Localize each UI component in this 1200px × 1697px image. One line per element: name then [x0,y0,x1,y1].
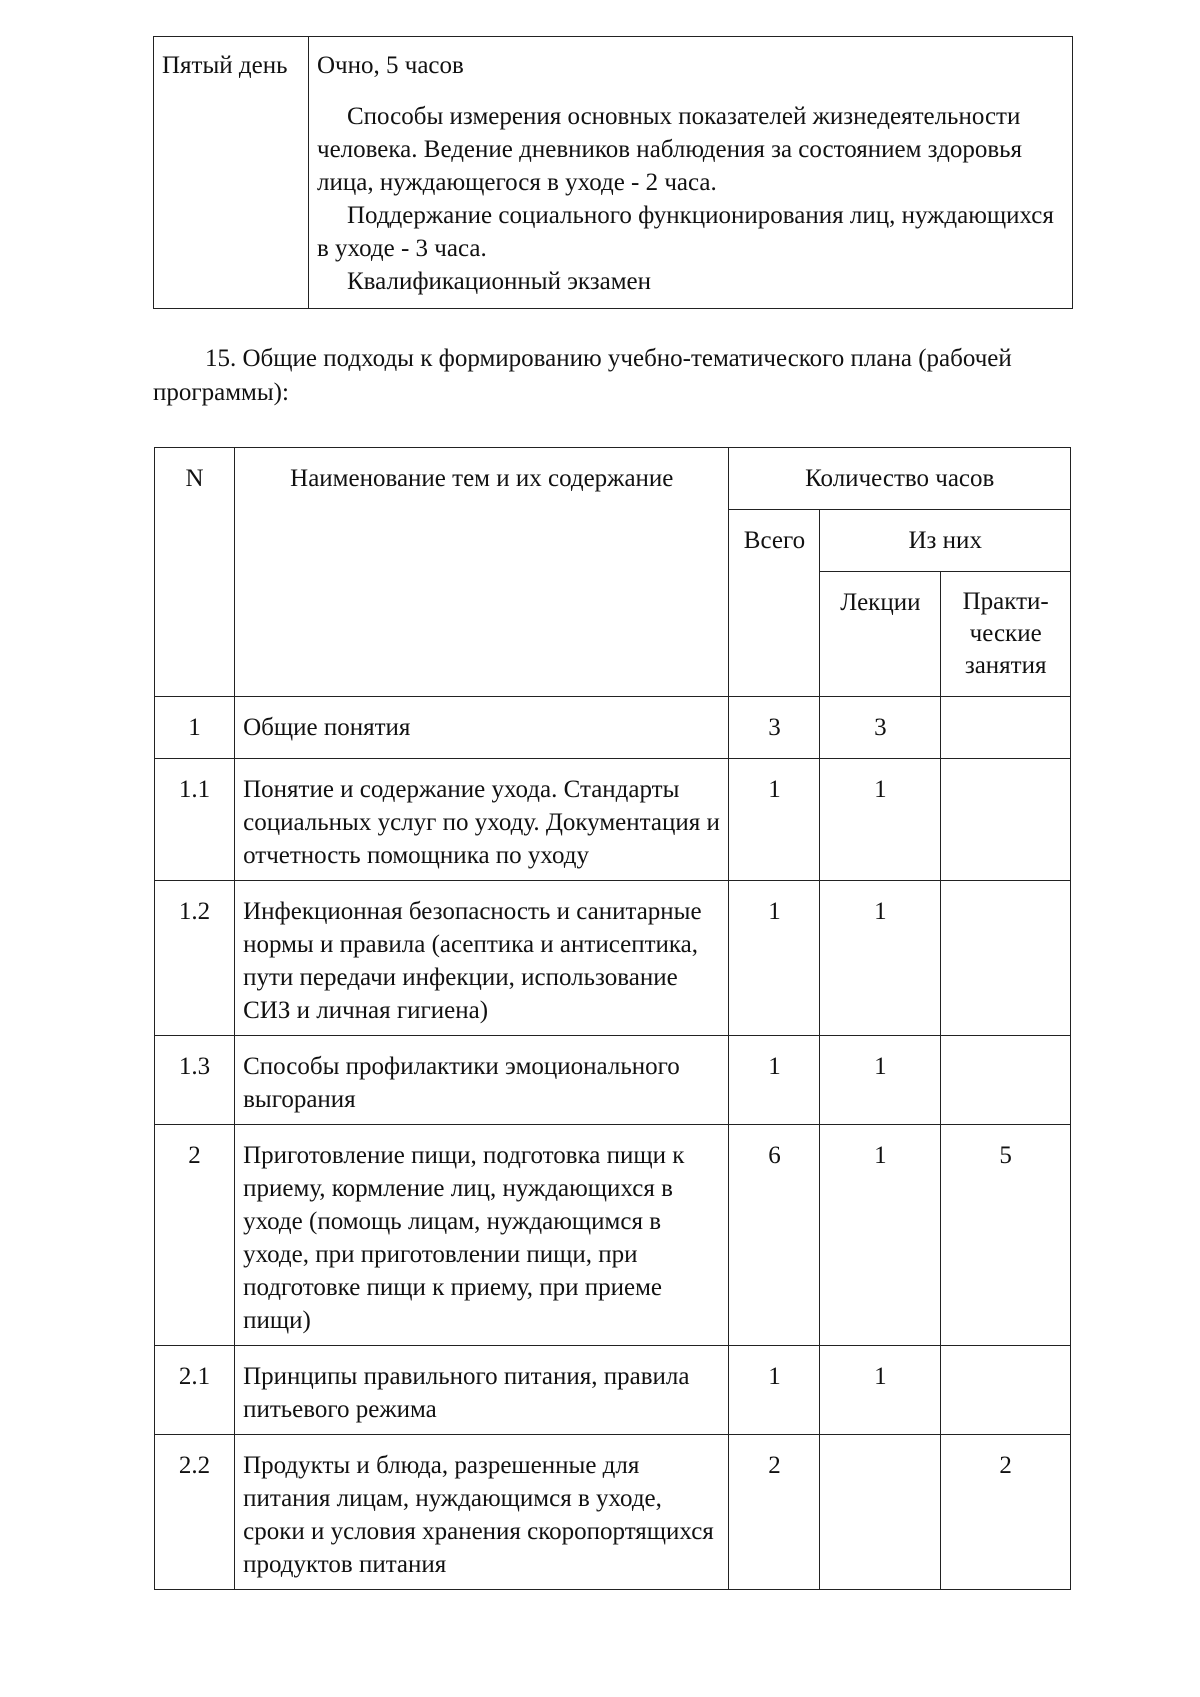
table-row [155,697,1071,759]
row-practical [941,1036,1071,1125]
schedule-mode: Очно, 5 часов [317,52,464,79]
table-row [155,881,1071,1036]
header-row [155,448,1071,510]
row-topic: Принципы правильного питания, правила питьевого режима [235,1346,729,1435]
row-lectures [820,1435,941,1590]
row-topic: Понятие и содержание ухода. Стандарты социальных услуг по уходу. Документация и отчетность помощника по уходу [235,759,729,881]
header-practical: Практи- ческие занятия [941,572,1071,697]
table-row [155,1036,1071,1125]
row-topic: Способы профилактики эмоционального выгорания [235,1036,729,1125]
table-row [155,1125,1071,1346]
row-practical [941,697,1071,759]
row-number: 2 [155,1125,235,1346]
row-total: 2 [729,1435,820,1590]
schedule-day-cell: Пятый день [154,37,309,309]
section-heading: 15. Общие подходы к формированию учебно-тематического плана (рабочей программы): [153,345,1012,406]
row-total: 3 [729,697,820,759]
row-practical [941,1346,1071,1435]
row-number: 1.3 [155,1036,235,1125]
row-topic: Общие понятия [235,697,729,759]
schedule-table [153,36,1073,309]
row-topic: Продукты и блюда, разрешенные для питания лицам, нуждающимся в уходе, сроки и условия хранения скоропортящихся продуктов питания [235,1435,729,1590]
header-total: Всего [729,510,820,697]
row-number: 1.2 [155,881,235,1036]
schedule-paragraph: Квалификационный экзамен [347,268,652,295]
row-total: 6 [729,1125,820,1346]
table-row [155,1346,1071,1435]
row-total: 1 [729,881,820,1036]
schedule-paragraph: Поддержание социального функционирования лиц, нуждающихся в уходе - 3 часа. [317,202,1054,262]
row-number: 1 [155,697,235,759]
header-number: N [155,448,235,697]
curriculum-table [154,447,1071,1590]
row-number: 2.2 [155,1435,235,1590]
schedule-paragraph: Способы измерения основных показателей жизнедеятельности человека. Ведение дневников наблюдения за состоянием здоровья лица, нуждающегося в уходе - 2 часа. [317,103,1023,196]
row-lectures: 1 [820,1125,941,1346]
row-total: 1 [729,1346,820,1435]
row-lectures: 1 [820,1036,941,1125]
header-of-them: Из них [820,510,1071,572]
row-lectures: 3 [820,697,941,759]
row-lectures: 1 [820,1346,941,1435]
schedule-row [154,37,1073,309]
row-number: 2.1 [155,1346,235,1435]
row-total: 1 [729,759,820,881]
row-lectures: 1 [820,881,941,1036]
row-topic: Приготовление пищи, подготовка пищи к приему, кормление лиц, нуждающихся в уходе (помощь лицам, нуждающимся в уходе, при приготовлении пищи, при подготовке пищи к приему, при приеме пищи) [235,1125,729,1346]
schedule-content-cell [309,37,1073,309]
row-number: 1.1 [155,759,235,881]
row-practical [941,881,1071,1036]
row-practical: 5 [941,1125,1071,1346]
row-total: 1 [729,1036,820,1125]
header-hours: Количество часов [729,448,1071,510]
table-row [155,759,1071,881]
row-practical: 2 [941,1435,1071,1590]
header-lectures: Лекции [820,572,941,697]
header-topic-name: Наименование тем и их содержание [235,448,729,697]
table-row [155,1435,1071,1590]
row-lectures: 1 [820,759,941,881]
row-topic: Инфекционная безопасность и санитарные нормы и правила (асептика и антисептика, пути передачи инфекции, использование СИЗ и личная гигиена) [235,881,729,1036]
row-practical [941,759,1071,881]
